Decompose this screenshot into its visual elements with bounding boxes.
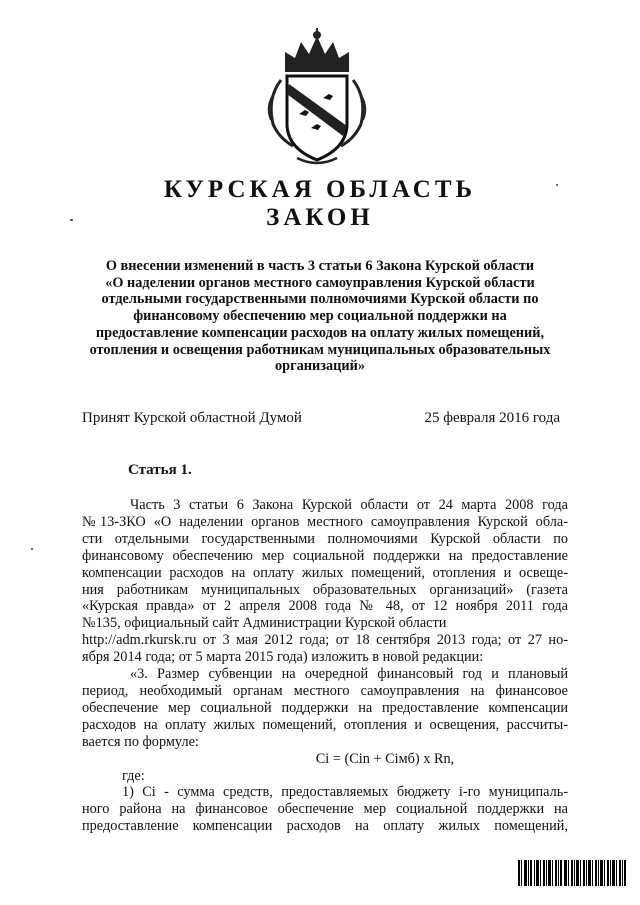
body-line: №135, официальный сайт Администрации Курской области <box>82 615 447 632</box>
scan-speck <box>31 548 33 550</box>
scan-speck <box>70 219 73 221</box>
body-line: 1) Сi - сумма средств, предоставляемых бюджету i-го муниципаль- <box>122 784 568 801</box>
body-line: предоставление компенсации расходов на оплату жилых помещений, <box>82 818 568 835</box>
adopted-by-text: Принят Курской областной Думой <box>82 410 302 426</box>
subject-line: отдельными государственными полномочиями Курской области по <box>101 291 539 308</box>
formula: Сi = (Сin + Сiмб) x Rn, <box>315 750 455 767</box>
body-line: период, необходимый органам местного самоуправления на финансовое <box>82 682 568 699</box>
document-type-title: ЗАКОН <box>266 204 374 231</box>
body-line: обеспечение мер социальной поддержки на предоставление компенсации <box>82 699 568 716</box>
subject-line: организаций» <box>275 358 365 375</box>
region-title: КУРСКАЯ ОБЛАСТЬ <box>163 176 477 203</box>
body-line: финансовому обеспечению мер социальной поддержки на предоставление <box>82 547 568 564</box>
body-line: ября 2014 года; от 5 марта 2015 года) изложить в новой редакции: <box>82 649 484 666</box>
body-line: ния работникам муниципальных образовательных организаций» (газета <box>82 581 568 598</box>
body-line: где: <box>122 767 145 784</box>
coat-of-arms-icon <box>263 28 371 168</box>
article-heading: Статья 1. <box>128 462 192 478</box>
body-line: расходов на оплату жилых помещений, отопления и освещения, рассчиты- <box>82 716 568 733</box>
body-line: «Курская правда» от 2 апреля 2008 года № 48, от 12 ноября 2011 года <box>82 598 568 615</box>
subject-line: О внесении изменений в часть 3 статьи 6 Закона Курской области <box>105 258 535 274</box>
body-line: сти отдельными государственными полномочиями Курской области по <box>82 530 568 547</box>
subject-line: отопления и освещения работникам муниципальных образовательных <box>89 341 551 358</box>
subject-line: «О наделении органов местного самоуправления Курской области <box>105 274 535 291</box>
body-line: ного района на финансовое обеспечение мер социальной поддержки на <box>82 801 568 818</box>
subject-line: предоставление компенсации расходов на оплату жилых помещений, <box>95 324 545 341</box>
body-line: http://adm.rkursk.ru от 3 мая 2012 года; от 18 сентября 2013 года; от 27 но- <box>82 632 568 649</box>
barcode-icon <box>518 860 626 886</box>
body-line: «3. Размер субвенции на очередной финансовый год и плановый <box>130 666 568 683</box>
body-line: №13-ЗКО «О наделении органов местного самоуправления Курской обла- <box>82 513 568 530</box>
law-subject <box>60 258 580 375</box>
adoption-date: 25 февраля 2016 года <box>424 410 560 426</box>
body-line: вается по формуле: <box>82 733 199 750</box>
body-line: компенсации расходов на оплату жилых помещений, отопления и освеще- <box>82 564 568 581</box>
article-body <box>82 497 568 835</box>
subject-line: финансовому обеспечению мер социальной поддержки на <box>133 308 507 325</box>
scan-speck <box>556 184 558 186</box>
body-line: Часть 3 статьи 6 Закона Курской области от 24 марта 2008 года <box>130 497 568 513</box>
